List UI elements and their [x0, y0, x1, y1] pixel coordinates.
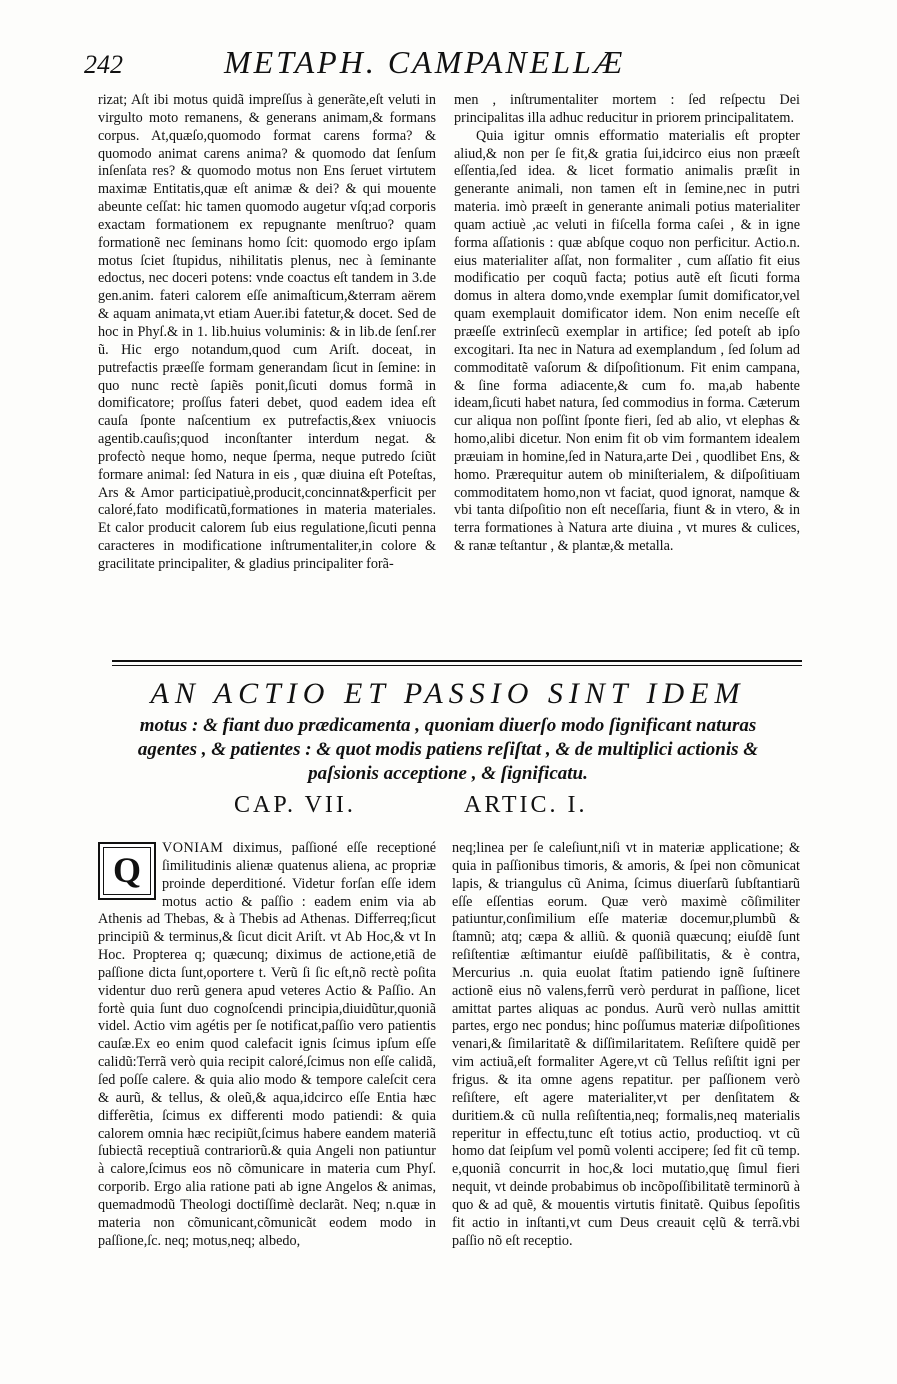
lower-right-column: [452, 840, 800, 1250]
article-label: ARTIC. I.: [464, 792, 588, 818]
paragraph-text: diximus, paſſioné eſſe receptioné ſimilitudinis alienæ quatenus aliena, ac propriæ proinde deperditioné. Videtur forſan eſſe idem motus actio & paſſio : eadem enim via ab Athenis ad Thebas, & à Thebis ad Athenas. Differreq;ſicut principiũ & terminus,& ſicut dicit Ariſt. vt Ab Hoc,& vt In Hoc. Propterea q; quæcunq; diximus de actione,etiã de paſſione dicta ſunt,oportere t. Verũ ſi ſic eſt,nõ rectè poſita videntur duo rerũ genera apud veteres Actio & Paſſio. An fortè quia ſunt duo cognoſcendi principia,diuidũtur,quoniã videl. Actio vim agétis per ſe notificat,paſſio vero patientis cauſæ.Ex eo enim quod calefacit ignis ſcimus ipſum eſſe calidũ:Terrã verò quia recipit caloré,ſcimus non eſſe calidã, ſed poſſe calere. & quia alio modo & tempore caleſcit cera & aurũ, & tellus, & oleũ,& aqua,idcirco eſſe Entia hæc differẽtia, ſcimus ex differenti modo patiendi: & quia calorem omnia hæc recipiũt,ſcimus habere eandem materiã ſubiectã receptiuã contrariorũ.& quia Angeli non patiuntur à calore,ſcimus eos nõ cõmunicare in materia cum Phyſ. corporib. Ergo alia ratione pati ab igne Angelos & animas, quemadmodũ Theologi doctiſſimè declarãt. Neq; n.quæ in materia non cõmunicant,cõmunicãt eodem modo in paſſione,ſc. neq; motus,neq; albedo,: [98, 840, 437, 1249]
chapter-title-sub: motus : & fiant duo prædicamenta , quoniam diuerſo modo ſignificant naturas agentes , & patientes : & quot modis patiens reſiſtat , & de multiplici actionis & paſsionis acceptione , & ſignificatu.: [137, 715, 759, 784]
chapter-label: CAP. VII.: [234, 792, 356, 818]
paragraph: men , inſtrumentaliter mortem : ſed reſpectu Dei principalitas illa adhuc reducitur in priorem principalitatem.: [454, 92, 800, 126]
initial-letter: Q: [103, 847, 151, 895]
chapter-title-large: AN ACTIO ET PASSIO SINT IDEM: [150, 677, 746, 710]
upper-left-column: [98, 92, 436, 574]
lower-left-column: [98, 840, 436, 1250]
paragraph: [98, 840, 436, 1250]
paragraph: neq;linea per ſe caleſiunt,niſi vt in materiæ applicatione; & quia in paſſionibus timoris, & amoris, & ſpei non cõmunicat lapis, & triangulus cũ Anima, ſcimus diuerſarũ ſubſtantiarũ eſſe eſſentias eorum. Quæ verò maximè cõſimiliter patiuntur,conſimilium eſſe materiæ docemur,plumbũ & ſtamnũ; atq; cæpa & alliũ. & quoniã quæcunq; eiuſdẽ ſunt reſiſtentiæ æſtimantur eiuſdẽ paſſibilitatis, & è contra, Mercurius .n. quia euolat ſtatim patiendo ignẽ ſuſtinere actionẽ eius nõ valens,ferrũ verò perdurat in paſſione, licet amittat partes aliquas ac pondus. Aurũ verò nullas amittit partes, ergo nec pondus; hinc poſſumus materiæ diſpoſitiones venari,& ſimilaritatẽ & diſſimilaritatem. Reſiſtere quidẽ per vim actiuã,eſt formaliter Agere,vt cũ Tellus reſiſtit igni per frigus. & ita omne agens repatitur. per paſſionem verò reſiſtere, eſt agere materialiter,vt per denſitatem & duritiem.& cũ nulla reſiſtentia,neq; formalis,neq materialis reperitur in effectu,tunc eſt totius actio, productioq. vt cũ homo dat ſeipſum vel pomũ volenti accipere; ſed fit cũ temp. e,quoniã concurrit in hoc,& loci mutatio,quę ſimul fieri nequit, vt deinde probabimus ob incõpoſſibilitatẽ terminorũ à quo & ad quẽ, & mouentis virtutis finitatẽ. Quibus ſepoſitis fit actio in inſtanti,vt cum Deus creauit cęlũ & terrã.vbi paſſio nõ eſt receptio.: [452, 840, 800, 1249]
decorated-initial: [98, 842, 156, 900]
paragraph: Quia igitur omnis efformatio materialis eſt propter aliud,& non per ſe fit,& gratia ſui,idcirco eius non præeſt eſſentia,ſed idea. & licet formatio animalis præſit in generante animali, non tamen eſt in ſemine,nec in putri materia. imò præeſt in generante animali potius materialiter quam actiuè ,ac veluti in fiſcella forma caſei , & in igne forma aſſationis : quæ abſque coquo non perficitur. Actio.n. eius materialiter aſſat, non formaliter , cum aſſatio fit eius modificatio per coquũ facta; potius autẽ eſt ſicuti forma domus in altera domo,vnde exemplar ſumit domificator,vel quam exemplauit domificator idem. Non enim neceſſe eſt præeſſe extrinſecũ exemplar in artifice; ſed poteſt ab ipſo excogitari. Ita nec in Natura ad exemplandum , ſed ſolum ad commoditatẽ vaſorum & diſpoſitionum. Fit enim campana, & ſine forma adiacente,& cum fo. ma,ab habente ideam,ſicuti habet natura, ſed commodius in forma. Cæterum cur aliqua non poſſint ſponte fieri, ſed ab alio, vt elephas & homo,alibi dicetur. Non enim fit ob vim formantem idealem præuiam in homine,ſed in Natura,arte Dei , quodlibet Ens, & homo. Prærequitur autem ob miniſterialem, & diſpoſitiuam commoditatem homo,non vt faciat, quod ignorat, namque & vbi tanta diſpoſitio non eſt neceſſaria, fiunt & in vtero, & in terra formationes à Natura arte diuina , vt mures & culices, & ranæ teſtantur , & plantæ,& metalla.: [454, 127, 800, 555]
chapter-article-line: [84, 792, 812, 824]
running-head-title: METAPH. CAMPANELLÆ: [224, 44, 626, 80]
lead-word: VONIAM: [162, 840, 224, 856]
paragraph: rizat; Aſt ibi motus quidã impreſſus à generãte,eſt veluti in virgulto moto remanens, & generans animam,& formans corpus. At,quæſo,quomodo format carens forma? & quomodo animat carens anima? & quomodo dat ſenſum inſenſata res? & quomodo motus non Ens ſeruet virtutem maximæ Entitatis,quæ eſt animæ & dei? & qui mouente abeunte ceſſat: hic tamen quomodo augetur vſq;ad corporis exactam formationem ex repugnante menſtruo? quam formationẽ nec ſeminans homo ſcit: quomodo ergo ipſam motus ſciet ſtupidus, nihilitatis plenus, nec à ſeminante edoctus, nec doceri potens: vnde coactus eſt tandem in 3.de gen.anim. fateri calorem eſſe animaſticum,&terram aërem & aquam animata,vt etiam Auer.ibi fatetur,& docet. Sed de hoc in Phyſ.& in 1. lib.huius voluminis: & in lib.de ſenſ.rer ũ. Hic ergo notandum,quod cum Ariſt. doceat, in putrefactis præeſſe formam generandam ſicut in ſemine: in quo nunc rectè ſapiẽs ponit,ſicuti domus formã in domificatore; proſſus fateri debet, quod eadem idea eſt cauſa ſponte naſcentium ex putrefactis,&ex vniuocis agentib.cauſis;quod inconſtanter interdum negat. & profectò neque homo, neque ſperma, neque putredo ſciũt formare animal: ſed Natura in eis , quæ diuina eſt Poteſtas, Ars & Amor participatiuè,producit,concinnat&perficit per caloré,fato modificatũ,formationes in materia materiales. Et calor producit calorem ſub eius regulatione,ſicuti penna caracteres in modificatione inſtrumentaliter,in colore & gracilitate principaliter, & gladius principaliter forã-: [98, 92, 436, 572]
upper-right-column: [454, 92, 800, 556]
page-number: 242: [84, 50, 123, 79]
running-head: [84, 44, 812, 84]
chapter-heading: [84, 674, 812, 786]
section-divider: [112, 660, 802, 666]
